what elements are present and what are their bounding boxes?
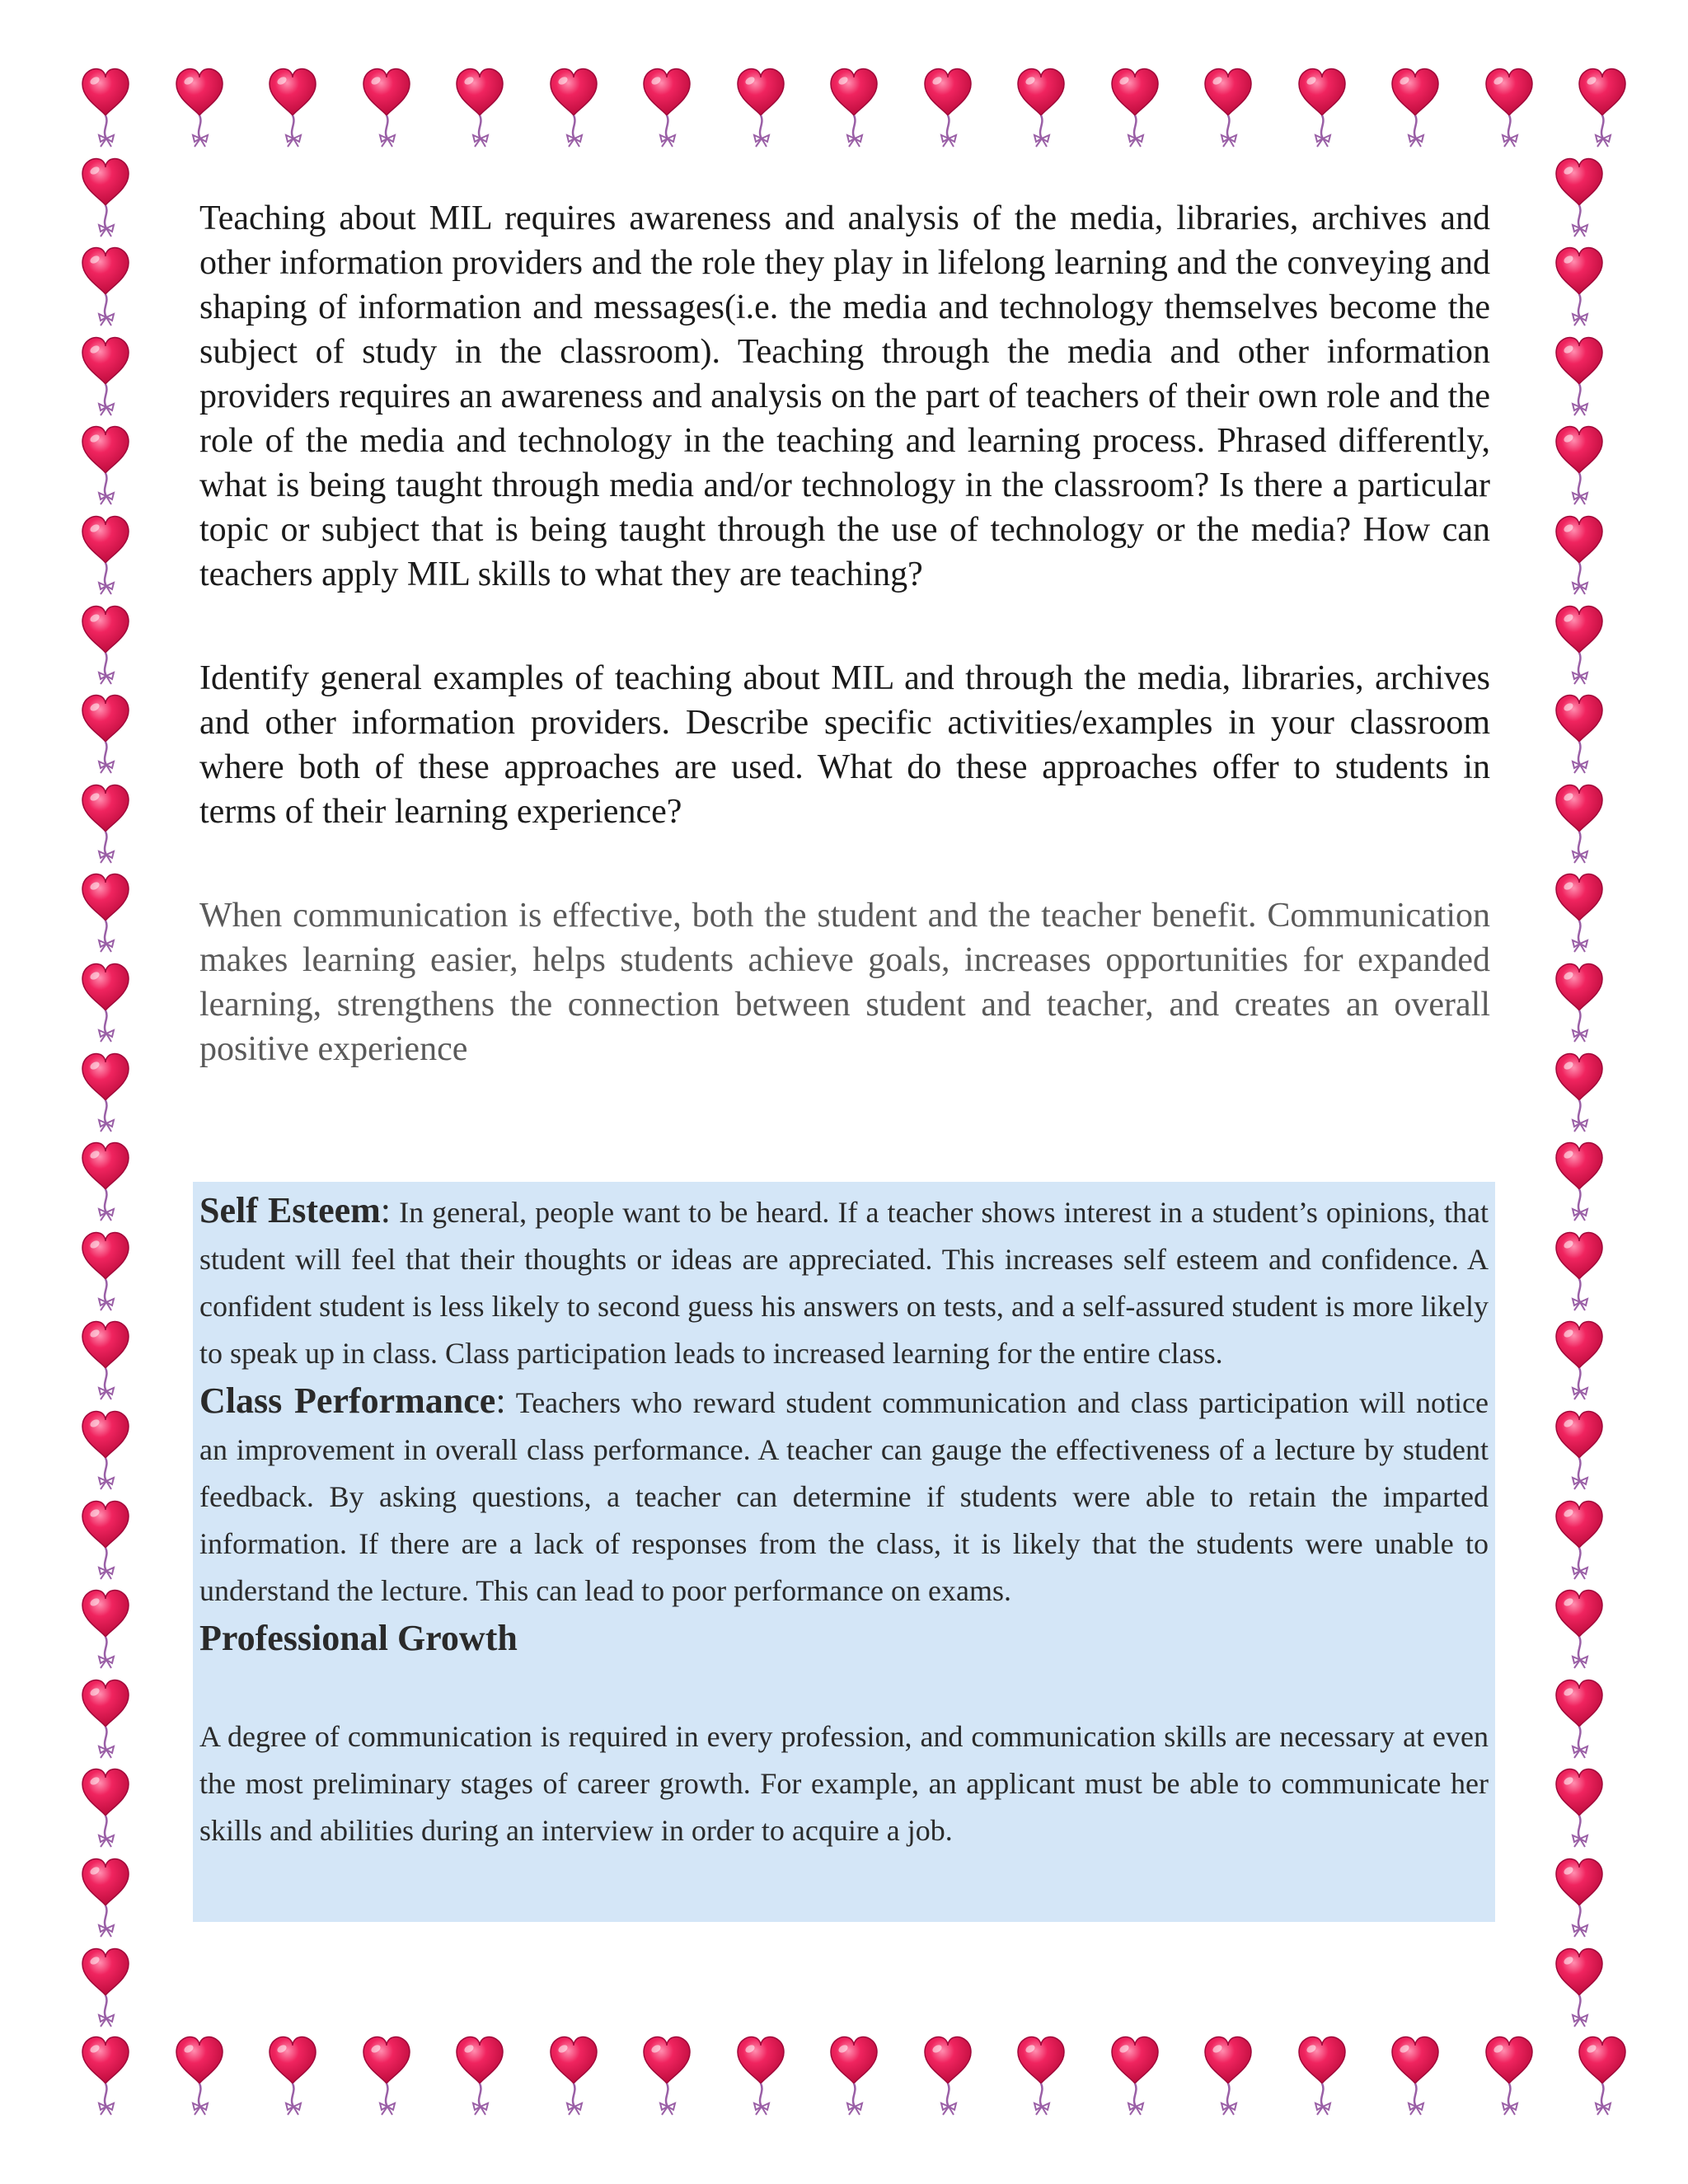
heart-balloon-icon bbox=[82, 964, 129, 1042]
heart-balloon-icon bbox=[176, 2037, 223, 2115]
class-performance-section bbox=[199, 1377, 1489, 1615]
heart-balloon-icon bbox=[1112, 2037, 1158, 2115]
heart-balloon-icon bbox=[270, 69, 316, 147]
heart-balloon-icon bbox=[925, 69, 971, 147]
class-performance-heading: Class Performance bbox=[199, 1380, 496, 1421]
heart-balloon-icon bbox=[925, 2037, 971, 2115]
heart-balloon-icon bbox=[82, 1591, 129, 1668]
heart-balloon-icon bbox=[270, 2037, 316, 2115]
heart-balloon-icon bbox=[82, 785, 129, 863]
heart-balloon-icon bbox=[82, 517, 129, 594]
paragraph-teaching-about-mil: Teaching about MIL requires awareness and analysis of the media, libraries, archives and other information providers and the role they play in lifelong learning and the conveying and shaping of information and messages(i.e. the media and technology themselves become the subject of study in the classroom). Teaching through the media and other information providers requires an awareness and analysis on the part of teachers of their own role and the role of the media and technology in the teaching and learning process. Phrased differently, what is being taught through media and/or technology in the classroom? Is there a particular topic or subject that is being taught through the use of technology or the media? How can teachers apply MIL skills to what they are teaching? bbox=[199, 199, 1490, 593]
main-content bbox=[199, 196, 1490, 1071]
heart-balloon-icon bbox=[82, 159, 129, 237]
heart-balloon-icon bbox=[1556, 427, 1602, 504]
self-esteem-section bbox=[199, 1187, 1489, 1377]
self-esteem-heading: Self Esteem bbox=[199, 1190, 381, 1230]
professional-growth-heading: Professional Growth bbox=[199, 1618, 518, 1658]
heart-balloon-icon bbox=[551, 69, 597, 147]
heart-balloon-icon bbox=[363, 69, 410, 147]
heart-balloon-icon bbox=[1556, 874, 1602, 952]
heart-balloon-icon bbox=[82, 1502, 129, 1579]
heart-balloon-icon bbox=[1556, 1143, 1602, 1221]
heart-balloon-icon bbox=[82, 1949, 129, 2027]
heart-balloon-icon bbox=[82, 696, 129, 773]
heart-balloon-icon bbox=[363, 2037, 410, 2115]
heart-balloon-icon bbox=[1556, 1859, 1602, 1937]
heart-balloon-icon bbox=[1486, 2037, 1532, 2115]
heart-balloon-icon bbox=[1392, 69, 1438, 147]
heart-balloon-icon bbox=[82, 1769, 129, 1847]
heart-balloon-icon bbox=[1205, 2037, 1251, 2115]
heart-balloon-icon bbox=[82, 427, 129, 504]
heart-balloon-icon bbox=[82, 69, 129, 147]
heart-balloon-icon bbox=[82, 1859, 129, 1937]
heart-balloon-icon bbox=[1112, 69, 1158, 147]
heart-balloon-icon bbox=[457, 69, 503, 147]
heart-balloon-icon bbox=[1579, 2037, 1625, 2115]
highlight-box bbox=[193, 1182, 1495, 1922]
heart-balloon-icon bbox=[82, 1322, 129, 1399]
heart-balloon-icon bbox=[1556, 338, 1602, 415]
heart-balloon-icon bbox=[1556, 517, 1602, 594]
heart-balloon-icon bbox=[82, 248, 129, 326]
heart-balloon-icon bbox=[644, 69, 690, 147]
heart-balloon-icon bbox=[1579, 69, 1625, 147]
heart-balloon-icon bbox=[1556, 1054, 1602, 1132]
heart-balloon-icon bbox=[644, 2037, 690, 2115]
heart-balloon-icon bbox=[1556, 964, 1602, 1042]
heart-balloon-icon bbox=[1556, 696, 1602, 773]
class-performance-text: Teachers who reward student communication and class participation will notice an improvement in overall class performance. A teacher can gauge the effectiveness of a lecture by student feedback. By asking questions, a teacher can determine if students were able to retain the imparted information. If there are a lack of responses from the class, it is likely that the students were unable to understand the lecture. This can lead to poor performance on exams. bbox=[199, 1386, 1489, 1607]
heart-balloon-icon bbox=[1018, 2037, 1064, 2115]
heart-balloon-icon bbox=[1556, 607, 1602, 684]
heart-balloon-icon bbox=[1556, 248, 1602, 326]
heart-balloon-icon bbox=[831, 2037, 877, 2115]
heart-balloon-icon bbox=[82, 338, 129, 415]
heart-balloon-icon bbox=[1486, 69, 1532, 147]
heart-balloon-icon bbox=[831, 69, 877, 147]
heart-balloon-icon bbox=[551, 2037, 597, 2115]
heart-balloon-icon bbox=[82, 1233, 129, 1310]
heart-balloon-icon bbox=[457, 2037, 503, 2115]
self-esteem-text: In general, people want to be heard. If a teacher shows interest in a student’s opinions, that student will feel that their thoughts or ideas are appreciated. This increases self esteem and confidence. A confident student is less likely to second guess his answers on tests, and a self-assured student is more likely to speak up in class. Class participation leads to increased learning for the entire class. bbox=[199, 1196, 1489, 1370]
heart-balloon-icon bbox=[1556, 785, 1602, 863]
self-esteem-separator: : bbox=[380, 1190, 392, 1230]
heart-balloon-icon bbox=[1299, 2037, 1345, 2115]
paragraph-identify-examples: Identify general examples of teaching about MIL and through the media, libraries, archives and other information providers. Describe specific activities/examples in your classroom where both of these approaches are used. What do these approaches offer to students in terms of their learning experience? bbox=[199, 659, 1490, 831]
heart-balloon-icon bbox=[82, 1054, 129, 1132]
heart-balloon-icon bbox=[1556, 1680, 1602, 1758]
heart-balloon-icon bbox=[1556, 1233, 1602, 1310]
heart-balloon-icon bbox=[82, 874, 129, 952]
heart-balloon-icon bbox=[176, 69, 223, 147]
heart-balloon-icon bbox=[82, 1680, 129, 1758]
heart-balloon-icon bbox=[1556, 1949, 1602, 2027]
heart-balloon-icon bbox=[1392, 2037, 1438, 2115]
heart-balloon-icon bbox=[738, 69, 784, 147]
heart-balloon-icon bbox=[82, 1412, 129, 1489]
heart-balloon-icon bbox=[82, 1143, 129, 1221]
heart-balloon-icon bbox=[1205, 69, 1251, 147]
professional-growth-text: A degree of communication is required in every profession, and communication skills are necessary at even the most preliminary stages of career growth. For example, an applicant must be able to communicate her skills and abilities during an interview in order to acquire a job. bbox=[199, 1720, 1489, 1847]
paragraph-communication-effective: When communication is effective, both the student and the teacher benefit. Communication makes learning easier, helps students achieve goals, increases opportunities for expanded learning, strengthens the connection between student and teacher, and creates an overall positive experience bbox=[199, 897, 1490, 1068]
heart-balloon-icon bbox=[82, 2037, 129, 2115]
heart-balloon-icon bbox=[1556, 1769, 1602, 1847]
heart-balloon-icon bbox=[1556, 159, 1602, 237]
class-performance-separator: : bbox=[495, 1380, 506, 1421]
heart-balloon-icon bbox=[1299, 69, 1345, 147]
heart-balloon-icon bbox=[1556, 1591, 1602, 1668]
heart-balloon-icon bbox=[1556, 1322, 1602, 1399]
heart-balloon-icon bbox=[738, 2037, 784, 2115]
heart-balloon-icon bbox=[82, 607, 129, 684]
heart-balloon-icon bbox=[1556, 1412, 1602, 1489]
heart-balloon-icon bbox=[1018, 69, 1064, 147]
heart-balloon-icon bbox=[1556, 1502, 1602, 1579]
